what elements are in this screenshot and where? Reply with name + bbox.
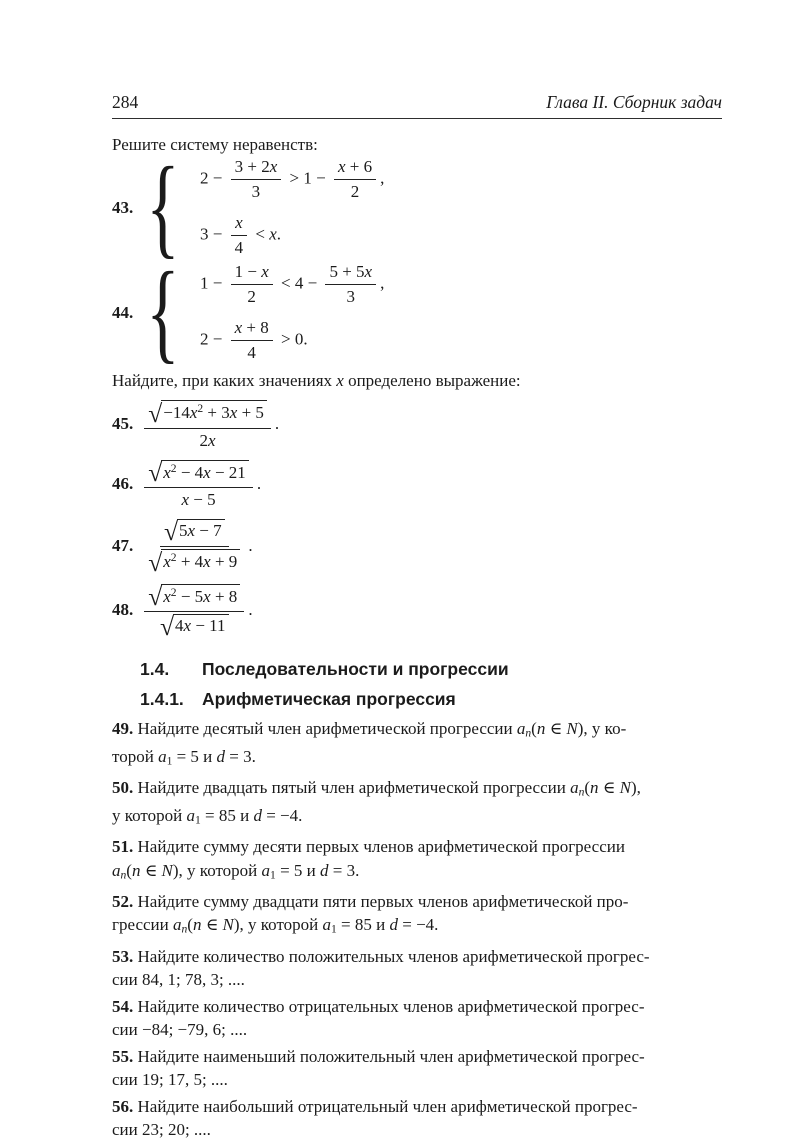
math-segment: 52. [112,891,134,911]
math-segment: −14 [163,402,190,422]
math-segment: a [516,719,526,739]
math-segment: 1 [194,813,201,827]
math-segment: n [192,915,202,935]
math-segment: . [274,414,280,434]
problem-number: 47. [112,535,134,555]
math-segment: , [380,168,385,188]
math-segment: ∈ [598,778,620,798]
math-segment: 2 [197,402,204,415]
math-segment: − 4 [176,462,204,482]
math-segment: − 5 [176,586,204,606]
math-segment: 3 + 2 [234,157,270,176]
problem-number: 45. [112,414,134,434]
math-segment: x [189,402,198,422]
math-segment: a [322,915,332,935]
problem-54 [112,995,722,1042]
math-segment: n [536,719,546,739]
math-segment: сии 19; 17, 5; .... [112,1070,228,1089]
problem-55 [112,1045,722,1092]
expression-math [140,582,253,642]
math-segment: = 85 и [336,915,390,935]
math-segment: n [578,785,585,799]
math-segment: сии 84, 1; 78, 3; .... [112,970,245,989]
math-segment: x [203,551,211,571]
math-segment: + 5 [237,402,264,422]
math-segment: a [112,860,121,880]
system-brace: { [146,249,180,374]
math-segment: определено выражение: [343,371,521,390]
radical-sign-icon: √ [148,582,163,612]
problem-49 [112,717,722,773]
fraction-denominator [243,285,260,307]
math-segment: = −4. [261,806,303,826]
fraction-numerator [144,584,244,613]
square-root [148,547,240,577]
radicand [161,549,240,572]
math-segment: x [336,371,344,390]
math-segment: 1 [331,923,337,936]
fraction [334,157,376,202]
math-segment: x [269,157,278,176]
square-root [163,517,225,547]
math-segment: ), у которой [233,915,323,935]
fraction [231,262,273,307]
math-segment: . [256,473,262,493]
problem-number: 48. [112,600,134,620]
math-segment: ∈ [201,915,223,935]
math-segment: > 1 − [285,168,330,188]
problem-45 [112,400,722,451]
math-segment: n [525,726,532,740]
inequality-row [200,157,384,202]
math-segment: 4 [247,343,256,362]
math-segment: > 0. [276,329,308,349]
fraction-numerator [231,262,273,285]
math-segment: 2 [170,585,177,599]
math-segment: − 11 [191,616,226,636]
fraction [325,262,376,307]
problem-44-system [112,249,722,374]
math-segment: Найдите, при каких значениях [112,371,337,390]
math-segment: N [619,778,631,798]
math-segment: у которой [112,806,187,826]
radical-sign-icon: √ [160,612,175,642]
math-segment: ( [584,778,591,798]
problem-53 [112,945,722,992]
square-root [160,612,229,642]
intro-solve-systems: Решите систему неравенств: [112,135,318,154]
math-segment: n [181,923,188,936]
math-segment: 53. [112,946,134,966]
math-segment: x [163,551,171,571]
math-segment: = 3. [225,747,256,767]
problem-46 [112,460,722,511]
problem-50 [112,776,722,832]
math-segment: x [208,430,216,450]
system-rows [192,262,384,363]
math-segment: ∈ [545,719,567,739]
fraction [144,519,244,575]
fraction-numerator [231,318,273,341]
intro-defined-expression [112,371,722,391]
fraction-numerator [144,400,271,429]
subsection-number: 1.4.1. [140,689,184,710]
math-segment: 2 [247,287,256,306]
math-segment: 55. [112,1046,134,1066]
math-segment: − 21 [210,462,246,482]
math-segment: 5 + 5 [329,262,365,281]
math-segment: 1 [166,754,173,768]
fraction-denominator [343,285,360,307]
math-segment: 2 − [200,168,227,188]
math-segment: + 8 [242,318,269,337]
expression-math [140,398,280,450]
problem-47 [112,519,722,575]
math-segment: ∈ [140,860,162,880]
page-number: 284 [112,92,139,112]
math-segment: 3 − [200,224,227,244]
math-segment: ( [126,860,132,880]
math-segment: сии 23; 20; .... [112,1120,211,1139]
problem-56 [112,1095,722,1142]
fraction-denominator [196,429,220,451]
problem-52 [112,890,722,942]
math-segment: x [203,586,211,606]
radical-sign-icon: √ [148,547,163,577]
math-segment: 54. [112,996,134,1016]
math-segment: 3 [251,182,261,201]
math-segment: a [261,860,271,880]
math-segment: 4 [175,616,184,636]
fraction-denominator [243,341,260,363]
math-segment: ), у которой [172,860,262,880]
expression-math [140,458,262,510]
math-segment: . [276,224,281,244]
radicand [161,400,267,423]
math-segment: x [203,462,211,482]
subsection-heading-1-4-1 [140,689,722,710]
math-segment: N [161,860,173,880]
radical-sign-icon: √ [148,458,163,488]
math-segment: d [320,860,329,880]
fraction-denominator [156,612,233,642]
problem-number: 43. [112,197,134,217]
math-segment: + 3 [203,402,230,422]
section-number: 1.4. [140,659,170,680]
math-segment: торой [112,747,159,767]
math-segment: < [251,224,270,244]
radicand [177,519,225,541]
section-title: Последовательности и прогрессии [202,659,509,680]
math-segment: − 7 [195,521,222,541]
fraction [231,157,282,202]
problem-51 [112,835,722,887]
math-segment: Найдите десятый член арифметической прогрессии [133,719,517,739]
square-root [148,458,249,488]
math-segment: x [269,224,277,244]
fraction [231,213,248,258]
math-segment: , [380,273,385,293]
math-segment: d [216,747,226,767]
math-segment: N [222,915,234,935]
system-rows [192,157,384,258]
fraction [144,460,253,511]
fraction [231,318,273,363]
problem-48 [112,584,722,640]
math-segment: Найдите сумму двадцати пяти первых членов арифметической про- [133,891,629,911]
math-segment: x [337,157,346,176]
math-segment: Найдите количество отрицательных членов арифметической прогрес- [133,996,645,1016]
inequality-row [200,213,384,258]
math-segment: x [183,616,192,636]
math-segment: + 6 [345,157,373,176]
math-segment: 56. [112,1096,134,1116]
math-segment: 2 [199,430,209,450]
math-segment: 49. [112,719,134,739]
math-segment: 1 − [234,262,262,281]
math-segment: x [163,462,171,482]
fraction-numerator [144,460,253,489]
subsection-title: Арифметическая прогрессия [202,689,456,710]
fraction-denominator [177,488,219,510]
radical-sign-icon: √ [163,517,178,547]
math-segment: Найдите количество положительных членов арифметической прогрес- [133,946,650,966]
math-segment: 1 [270,868,276,882]
math-segment: a [186,806,195,826]
math-segment: 4 [234,238,244,257]
math-segment: = 5 и [275,860,320,880]
math-segment: 5 [178,521,188,541]
math-segment: n [590,778,599,798]
math-segment: ), [630,778,641,798]
math-segment: 1 − [200,273,227,293]
fraction-denominator [144,547,244,575]
inequality-row [200,262,384,307]
math-segment: d [389,915,398,935]
math-segment: 50. [112,778,134,798]
math-segment: 3 [346,287,355,306]
math-segment: = 5 и [172,747,217,767]
fraction-numerator [231,157,282,180]
math-segment: a [172,915,182,935]
math-segment: ( [531,719,537,739]
math-segment: 2 [170,461,177,475]
problem-number: 46. [112,473,134,493]
radicand [161,584,240,607]
math-segment: n [131,860,141,880]
system-brace: { [146,144,180,269]
fraction [144,584,244,640]
inequality-row [200,318,384,363]
radicand [173,614,229,636]
math-segment: ), у ко- [577,719,627,739]
square-root [148,398,267,428]
fraction-denominator [347,180,364,202]
math-segment: a [570,778,579,798]
math-segment: 2 [170,551,177,565]
math-segment: = −4. [397,915,439,935]
math-segment: 2 [350,182,360,201]
math-segment: n [120,868,127,882]
fraction-denominator [231,236,248,258]
math-segment: N [566,719,578,739]
math-segment: < 4 − [276,273,322,293]
fraction-denominator [248,180,265,202]
math-segment: . [248,535,253,555]
math-segment: + 8 [210,586,238,606]
math-segment: Найдите наименьший положительный член арифметической прогрес- [133,1046,645,1066]
math-segment: x [181,490,189,510]
math-segment: x [235,213,243,232]
math-segment: Найдите наибольший отрицательный член арифметической прогрес- [133,1096,638,1116]
math-segment: x [229,402,238,422]
math-segment: x [261,262,269,281]
math-segment: + 4 [176,551,204,571]
math-segment: = 3. [328,860,360,880]
math-segment: x [163,586,171,606]
math-segment: . [248,600,253,620]
square-root [148,582,240,612]
chapter-title: Глава II. Сборник задач [546,92,722,112]
math-segment: + 9 [210,551,238,571]
fraction-numerator [231,213,247,236]
math-segment: d [253,806,262,826]
expression-math [140,517,253,577]
fraction-numerator [325,262,376,285]
running-header [112,92,722,119]
math-segment: грессии [112,915,173,935]
section-heading-1-4 [140,659,722,680]
math-segment: x [234,318,243,337]
problem-number: 44. [112,302,134,322]
math-segment: x [187,521,195,541]
math-segment: Найдите сумму десяти первых членов арифметической прогрессии [133,837,625,857]
math-segment: = 85 и [200,806,254,826]
fraction [144,400,271,451]
math-segment: a [158,747,167,767]
fraction-numerator [160,519,229,547]
radicand [161,460,249,483]
math-segment: x [364,262,373,281]
math-segment: − 5 [189,490,216,510]
math-segment: Найдите двадцать пятый член арифметической прогрессии [133,778,571,798]
math-segment: сии −84; −79, 6; .... [112,1020,248,1039]
math-segment: ( [187,915,193,935]
radical-sign-icon: √ [148,398,163,428]
fraction-numerator [334,157,376,180]
math-segment: 51. [112,837,134,857]
math-segment: 2 − [200,329,227,349]
